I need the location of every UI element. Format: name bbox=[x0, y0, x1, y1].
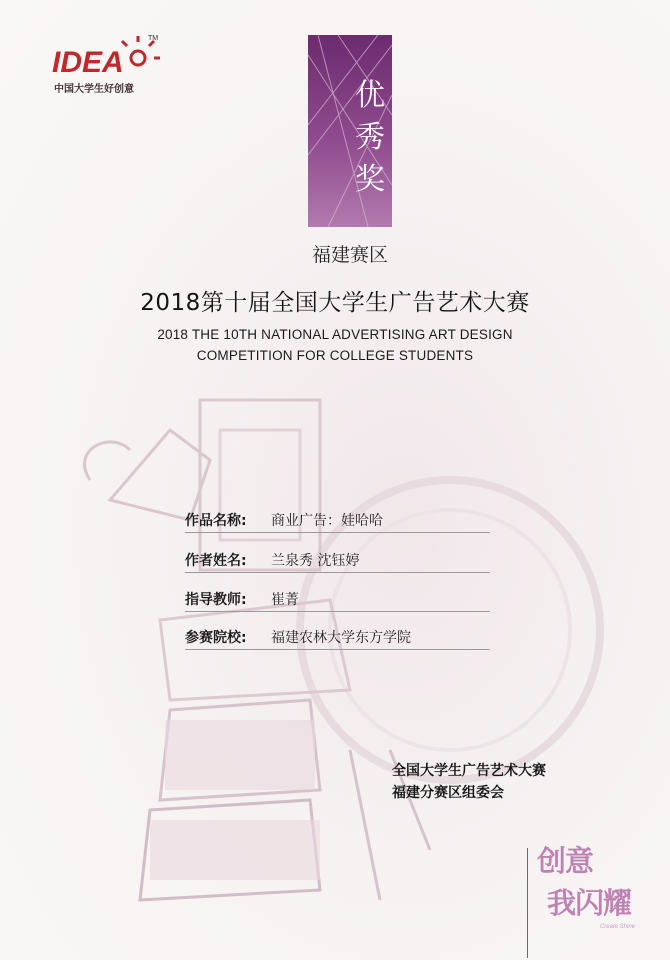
organizer-line2: 福建分赛区组委会 bbox=[392, 785, 504, 801]
field-value: 福建农林大学东方学院 bbox=[271, 630, 411, 646]
slogan-divider bbox=[527, 848, 528, 958]
field-label: 指导教师: bbox=[185, 592, 247, 608]
slogan-subtitle: Create Shine bbox=[600, 924, 636, 930]
award-name: 优秀奖 bbox=[355, 78, 385, 197]
idea-logo-mark bbox=[50, 30, 165, 80]
competition-title-en bbox=[0, 324, 670, 366]
field-label: 作者姓名: bbox=[185, 553, 247, 569]
award-badge bbox=[308, 35, 392, 227]
idea-wordmark: IDEA bbox=[52, 46, 124, 79]
slogan bbox=[537, 840, 667, 950]
field-label: 作品名称: bbox=[185, 513, 247, 529]
title-en-line2: COMPETITION FOR COLLEGE STUDENTS bbox=[196, 348, 474, 363]
organizer-line1: 全国大学生广告艺术大赛 bbox=[392, 763, 546, 779]
field-school bbox=[185, 625, 490, 650]
competition-title-cn: 2018第十届全国大学生广告艺术大赛 bbox=[140, 290, 530, 316]
field-value: 兰泉秀 沈钰婷 bbox=[271, 553, 360, 569]
slogan-line1: 创意 bbox=[537, 844, 594, 878]
field-value: 崔菁 bbox=[271, 592, 299, 608]
logo-tagline: 中国大学生好创意 bbox=[54, 84, 134, 95]
title-en-line1: 2018 THE 10TH NATIONAL ADVERTISING ART DESIGN bbox=[157, 327, 513, 342]
slogan-line2: 我闪耀 bbox=[547, 886, 632, 920]
field-label: 参赛院校: bbox=[185, 630, 247, 646]
organizer bbox=[392, 760, 546, 804]
field-author bbox=[185, 548, 490, 573]
field-work-title bbox=[185, 508, 490, 533]
idea-logo bbox=[50, 30, 165, 100]
field-value: 商业广告：娃哈哈 bbox=[271, 513, 383, 529]
field-advisor bbox=[185, 587, 490, 612]
trademark-mark: TM bbox=[148, 35, 159, 42]
award-region: 福建赛区 bbox=[311, 244, 388, 266]
